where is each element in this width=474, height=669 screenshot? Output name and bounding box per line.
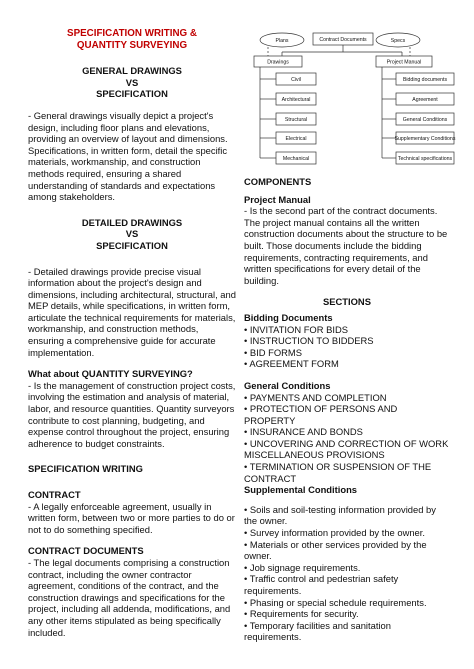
list-item: • UNCOVERING AND CORRECTION OF WORK MISCELLANEOUS PROVISIONS xyxy=(244,437,449,461)
list-item: • INSURANCE AND BONDS xyxy=(244,426,363,438)
plans-label: Plans xyxy=(275,38,289,44)
supplemental-conditions-list xyxy=(244,504,450,643)
list-item: • Job signage requirements. xyxy=(244,561,361,573)
left-column xyxy=(28,28,239,638)
sections-heading: SECTIONS xyxy=(323,296,371,308)
drawing-item: Mechanical xyxy=(282,156,310,162)
list-item: • AGREEMENT FORM xyxy=(244,358,339,370)
components-heading: COMPONENTS xyxy=(244,176,312,187)
bidding-documents-list xyxy=(244,324,450,370)
list-item: • Soils and soil-testing information provided by the owner. xyxy=(244,503,436,527)
general-drawings-body: - General drawings visually depict a project's design, including floor plans and elevations, providing an overview of layout and dimensions. Specifications, in written form, detail the specific materials, workmanship, and construction methods required, ensuring a shared understanding of standards and expectations among stakeholders. xyxy=(28,109,231,203)
drawings-label: Drawings xyxy=(267,59,289,66)
heading-line: SPECIFICATION xyxy=(96,88,168,100)
supplemental-conditions-heading: Supplemental Conditions xyxy=(244,484,358,496)
heading-line: DETAILED DRAWINGS xyxy=(81,216,183,228)
project-manual-body: - Is the second part of the contract documents. The project manual contains all the written construction documents about the structure to be built. Those documents include the bidding requirements, contracting requirements, and written specifications for every detail of the building. xyxy=(244,205,450,286)
list-item: • Materials or other services provided by the owner. xyxy=(244,538,427,562)
heading-line: VS xyxy=(125,76,139,88)
list-item: • INSTRUCTION TO BIDDERS xyxy=(244,335,374,347)
specs-label: Specs xyxy=(390,38,406,44)
manual-item: Technical specifications xyxy=(397,156,453,162)
heading-line: SPECIFICATION xyxy=(96,239,168,251)
list-item: • Phasing or special schedule requirements. xyxy=(244,596,427,608)
contract-documents-heading: CONTRACT DOCUMENTS xyxy=(28,545,144,557)
drawing-item: Structural xyxy=(284,117,308,123)
project-manual-heading: Project Manual xyxy=(244,193,311,205)
manual-item: General Conditions xyxy=(402,117,448,123)
contract-heading: CONTRACT xyxy=(28,489,81,500)
detailed-drawings-body: - Detailed drawings provide precise visual information about the project's design and dimensions, including architectural, structural, and MEP details, while specifications, in written form, articulate the technical requirements for materials, workmanship, and construction methods, ensuring a comprehensive guide for accurate implementation. xyxy=(28,265,239,358)
quantity-surveying-heading: What about QUANTITY SURVEYING? xyxy=(28,368,193,380)
general-drawings-heading xyxy=(28,65,236,100)
drawing-item: Electrical xyxy=(285,136,307,142)
manual-item: Bidding documents xyxy=(402,77,448,83)
list-item: • Temporary facilities and sanitation requirements. xyxy=(244,619,391,643)
drawing-item: Civil xyxy=(291,77,301,83)
list-item: • Requirements for security. xyxy=(244,608,359,620)
general-conditions-list xyxy=(244,392,450,485)
contract-documents-body: - The legal documents comprising a construction contract, including the owner contractor agreement, conditions of the contract, and the construction drawings and specifications for the project, including all addenda, modifications, and any other items stipulated as being specifically included. xyxy=(28,556,233,638)
list-item: • INVITATION FOR BIDS xyxy=(244,323,348,335)
quantity-surveying-body: - Is the management of construction project costs, involving the estimation and analysis of material, labor, and resource quantities. Quantity surveyors contribute to cost planning, budgeting, and expense control throughout the project, ensuring adherence to budget constraints. xyxy=(28,379,238,449)
contract-documents-label: Contract Documents xyxy=(319,37,367,43)
contract-documents-diagram xyxy=(250,28,460,170)
bidding-documents-heading: Bidding Documents xyxy=(244,311,333,323)
heading-line: VS xyxy=(125,228,139,240)
manual-item: Supplementary Conditions xyxy=(394,136,456,142)
list-item: • BID FORMS xyxy=(244,346,302,358)
list-item: • TERMINATION OR SUSPENSION OF THE CONTRACT xyxy=(244,461,432,484)
list-item: • PROTECTION OF PERSONS AND PROPERTY xyxy=(244,403,398,426)
manual-item: Agreement xyxy=(412,97,438,103)
drawing-item: Architectural xyxy=(281,97,311,103)
title-line-1: SPECIFICATION WRITING & xyxy=(67,28,197,39)
project-manual-label: Project Manual xyxy=(386,59,422,66)
right-column xyxy=(244,176,450,643)
general-conditions-heading: General Conditions xyxy=(244,379,331,391)
list-item: • PAYMENTS AND COMPLETION xyxy=(244,391,387,403)
list-item: • Traffic control and pedestrian safety requirements. xyxy=(244,573,399,596)
contract-body: - A legally enforceable agreement, usually in written form, between two or more parties to do or not to do something specified. xyxy=(28,500,238,535)
document-title xyxy=(28,28,236,51)
heading-line: GENERAL DRAWINGS xyxy=(82,65,182,77)
title-line-2: QUANTITY SURVEYING xyxy=(76,39,188,51)
detailed-drawings-heading xyxy=(28,217,236,252)
list-item: • Survey information provided by the owner. xyxy=(244,527,425,539)
specification-writing-heading: SPECIFICATION WRITING xyxy=(28,463,143,475)
